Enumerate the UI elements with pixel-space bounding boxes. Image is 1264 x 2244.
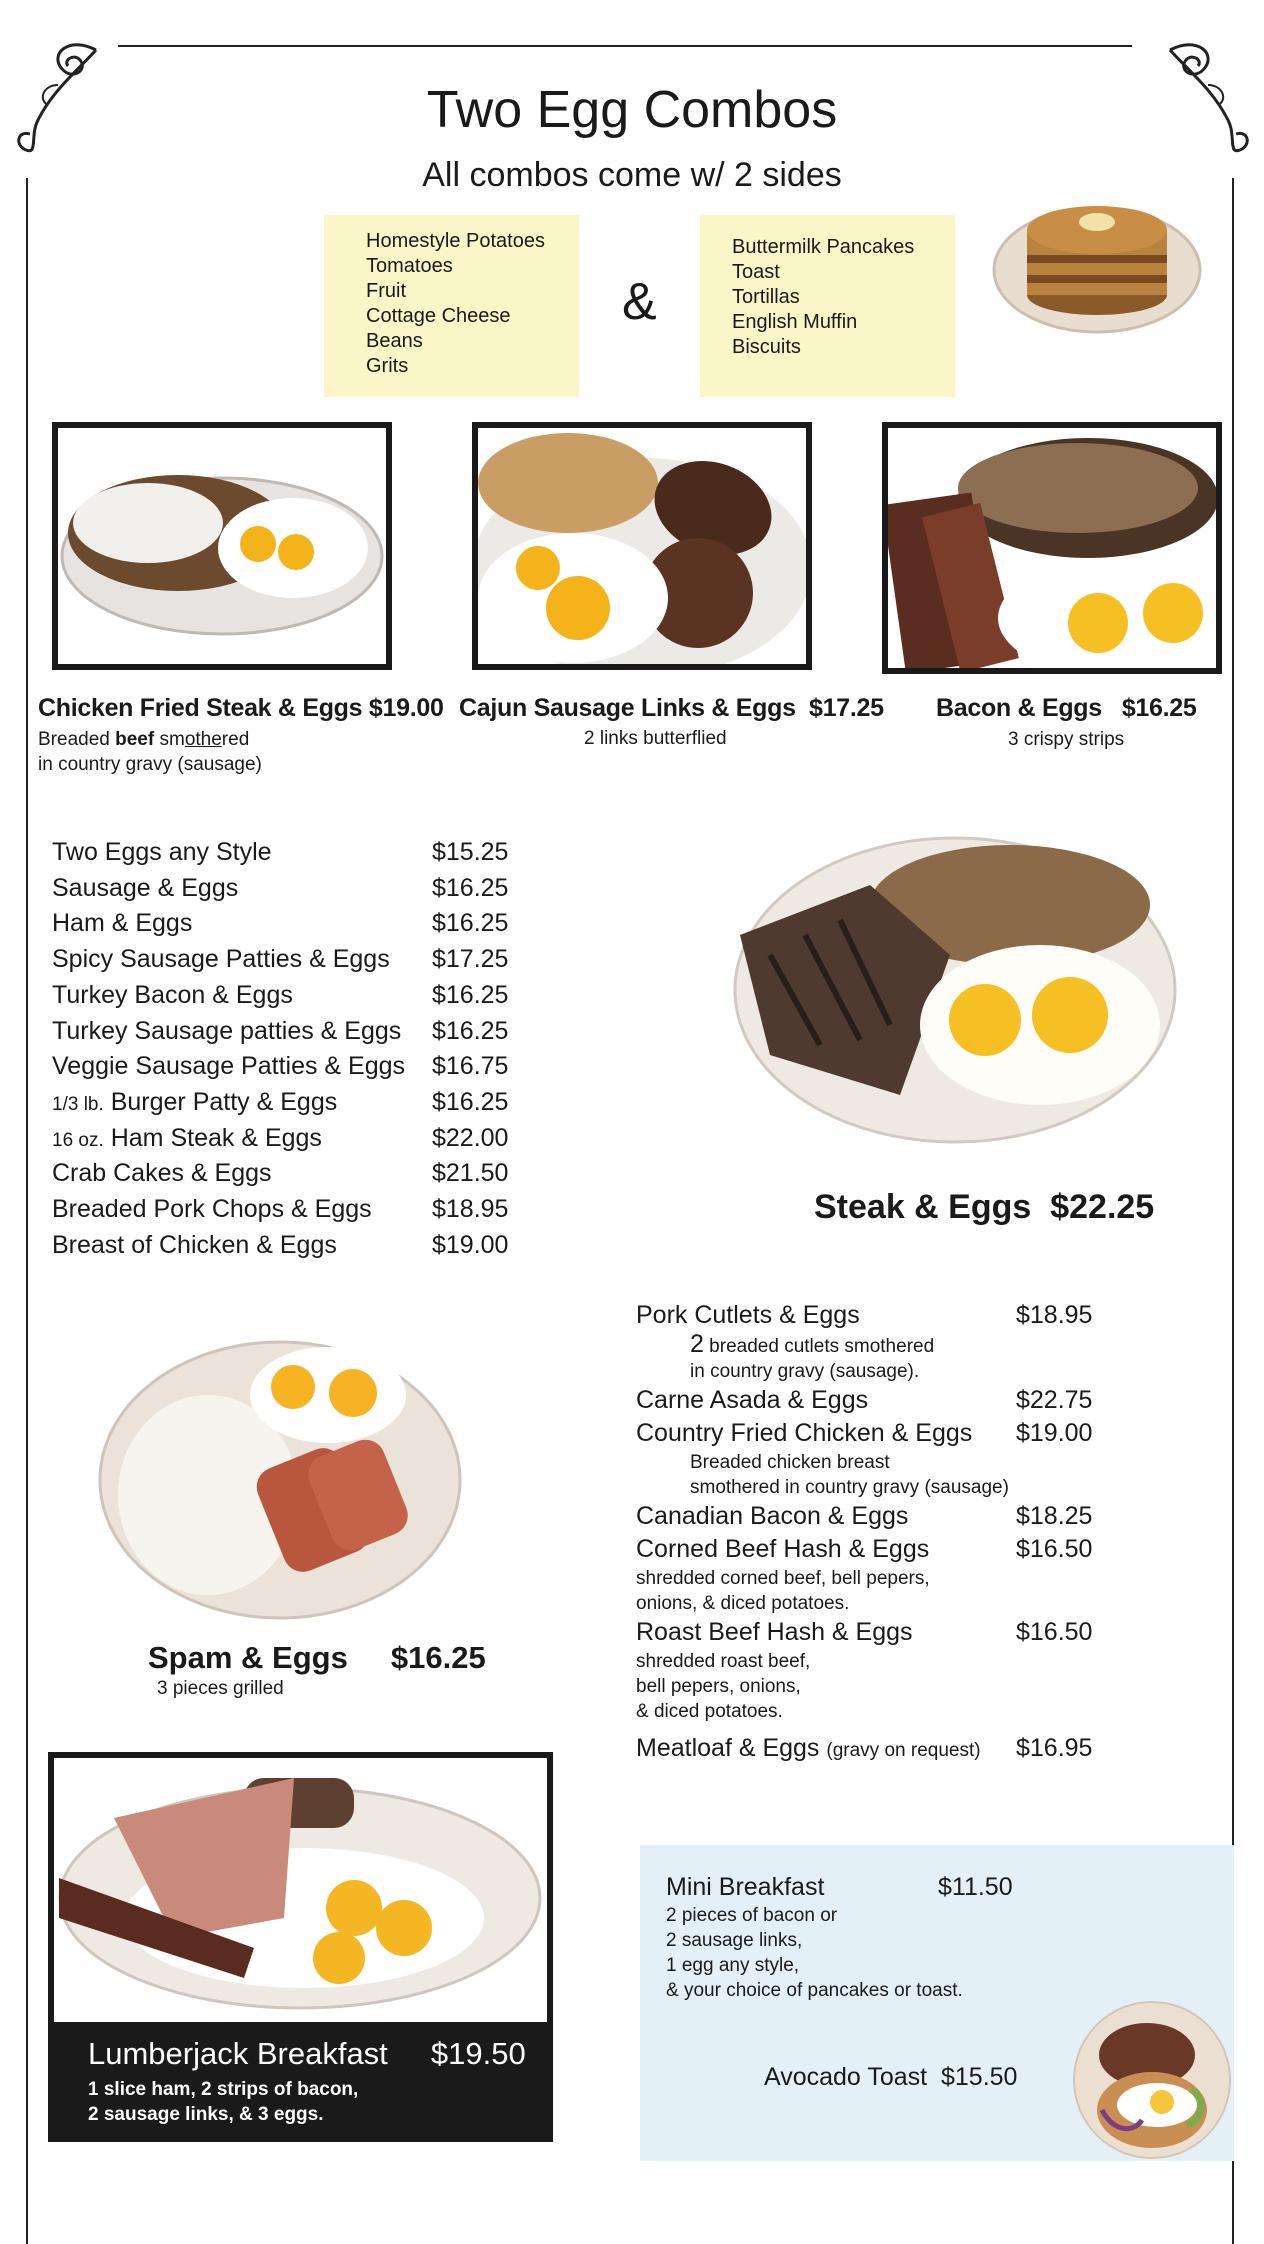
list-item: Sausage & Eggs $16.25: [52, 873, 509, 902]
list-item: Country Fried Chicken & Eggs $19.00: [636, 1419, 1093, 1447]
side-item: Beans: [366, 330, 423, 352]
item-desc: shredded roast beef,: [636, 1651, 811, 1672]
cajun-sausage-desc: 2 links butterflied: [584, 728, 727, 749]
sides-box-right: [700, 215, 955, 397]
list-item: Corned Beef Hash & Eggs $16.50: [636, 1535, 1093, 1563]
side-item: English Muffin: [732, 311, 858, 333]
cajun-sausage-title: Cajun Sausage Links & Eggs $17.25: [459, 694, 884, 722]
list-item: Veggie Sausage Patties & Eggs $16.75: [52, 1052, 509, 1081]
side-item: Homestyle Potatoes: [366, 230, 545, 252]
bacon-eggs-desc: 3 crispy strips: [1008, 729, 1125, 750]
list-item: Spicy Sausage Patties & Eggs $17.25: [52, 945, 509, 974]
list-item: Breaded Pork Chops & Eggs $18.95: [52, 1195, 509, 1224]
lumberjack-desc: 1 slice ham, 2 strips of bacon, 2 sausage links, & 3 eggs.: [88, 2079, 359, 2125]
side-item: Fruit: [366, 280, 406, 302]
steak-eggs-photo: [730, 825, 1180, 1145]
list-item: Carne Asada & Eggs $22.75: [636, 1386, 1093, 1414]
steak-eggs-title: Steak & Eggs $22.25: [814, 1188, 1155, 1226]
list-item: Meatloaf & Eggs (gravy on request) $16.95: [636, 1734, 1093, 1762]
mini-breakfast-desc: 2 pieces of bacon or 2 sausage links, 1 egg any style, & your choice of pancakes or toast.: [666, 1905, 963, 2001]
side-item: Cottage Cheese: [366, 305, 511, 327]
item-desc: 2 breaded cutlets smothered: [690, 1330, 935, 1358]
list-item: Breast of Chicken & Eggs $19.00: [52, 1230, 509, 1259]
side-item: Buttermilk Pancakes: [732, 236, 915, 258]
chicken-fried-steak-title: Chicken Fried Steak & Eggs $19.00: [38, 694, 444, 722]
lumberjack-title: Lumberjack Breakfast $19.50: [88, 2036, 526, 2071]
list-item: 1/3 lb. Burger Patty & Eggs $16.25: [52, 1087, 509, 1116]
side-item: Grits: [366, 355, 409, 377]
mini-breakfast-box: [640, 1845, 1234, 2161]
item-desc: in country gravy (sausage).: [690, 1361, 920, 1382]
ampersand: &: [622, 273, 657, 331]
sides-box-left: [324, 215, 579, 397]
menu-list-2: [636, 1299, 1092, 1765]
list-item: Canadian Bacon & Eggs $18.25: [636, 1502, 1093, 1530]
side-item: Toast: [732, 261, 780, 283]
left-border: [26, 178, 28, 2244]
list-item: Pork Cutlets & Eggs $18.95: [636, 1301, 1093, 1329]
menu-list-1: [52, 836, 508, 1264]
pancakes-photo: [990, 170, 1205, 340]
list-item: Ham & Eggs $16.25: [52, 909, 509, 938]
cajun-sausage-photo: [472, 422, 812, 670]
list-item: 16 oz. Ham Steak & Eggs $22.00: [52, 1123, 509, 1152]
spam-eggs-photo: [98, 1335, 463, 1620]
top-rule: [118, 45, 1132, 47]
list-item: Two Eggs any Style $15.25: [52, 838, 509, 866]
chicken-fried-steak-desc: Breaded beef smothered: [38, 729, 250, 750]
avocado-toast-photo: [1072, 2000, 1232, 2160]
lumberjack-photo: [48, 1752, 553, 2024]
mini-breakfast-title: Mini Breakfast $11.50: [666, 1873, 1013, 1901]
item-desc: bell pepers, onions,: [636, 1676, 801, 1697]
list-item: Turkey Bacon & Eggs $16.25: [52, 980, 509, 1009]
bacon-eggs-photo: [882, 422, 1222, 674]
item-desc: Breaded chicken breast: [690, 1452, 890, 1473]
side-item: Tortillas: [732, 286, 800, 308]
item-desc: onions, & diced potatoes.: [636, 1593, 850, 1614]
list-item: Roast Beef Hash & Eggs $16.50: [636, 1618, 1093, 1646]
chicken-fried-steak-desc-2: in country gravy (sausage): [38, 754, 262, 775]
item-desc: & diced potatoes.: [636, 1701, 783, 1722]
list-item: Crab Cakes & Eggs $21.50: [52, 1159, 509, 1188]
avocado-toast-title: Avocado Toast $15.50: [764, 2063, 1018, 2091]
chicken-fried-steak-photo: [52, 422, 392, 670]
bacon-eggs-title: Bacon & Eggs $16.25: [936, 694, 1197, 722]
item-desc: smothered in country gravy (sausage): [690, 1477, 1009, 1498]
spam-eggs-desc: 3 pieces grilled: [157, 1678, 284, 1699]
lumberjack-caption: [48, 2022, 553, 2142]
side-item: Tomatoes: [366, 255, 453, 277]
page-subtitle: All combos come w/ 2 sides: [422, 156, 842, 194]
page-title: Two Egg Combos: [426, 81, 838, 139]
side-item: Biscuits: [732, 336, 801, 358]
spam-eggs-title: Spam & Eggs $16.25: [148, 1640, 486, 1675]
list-item: Turkey Sausage patties & Eggs $16.25: [52, 1016, 509, 1045]
item-desc: shredded corned beef, bell pepers,: [636, 1568, 930, 1589]
